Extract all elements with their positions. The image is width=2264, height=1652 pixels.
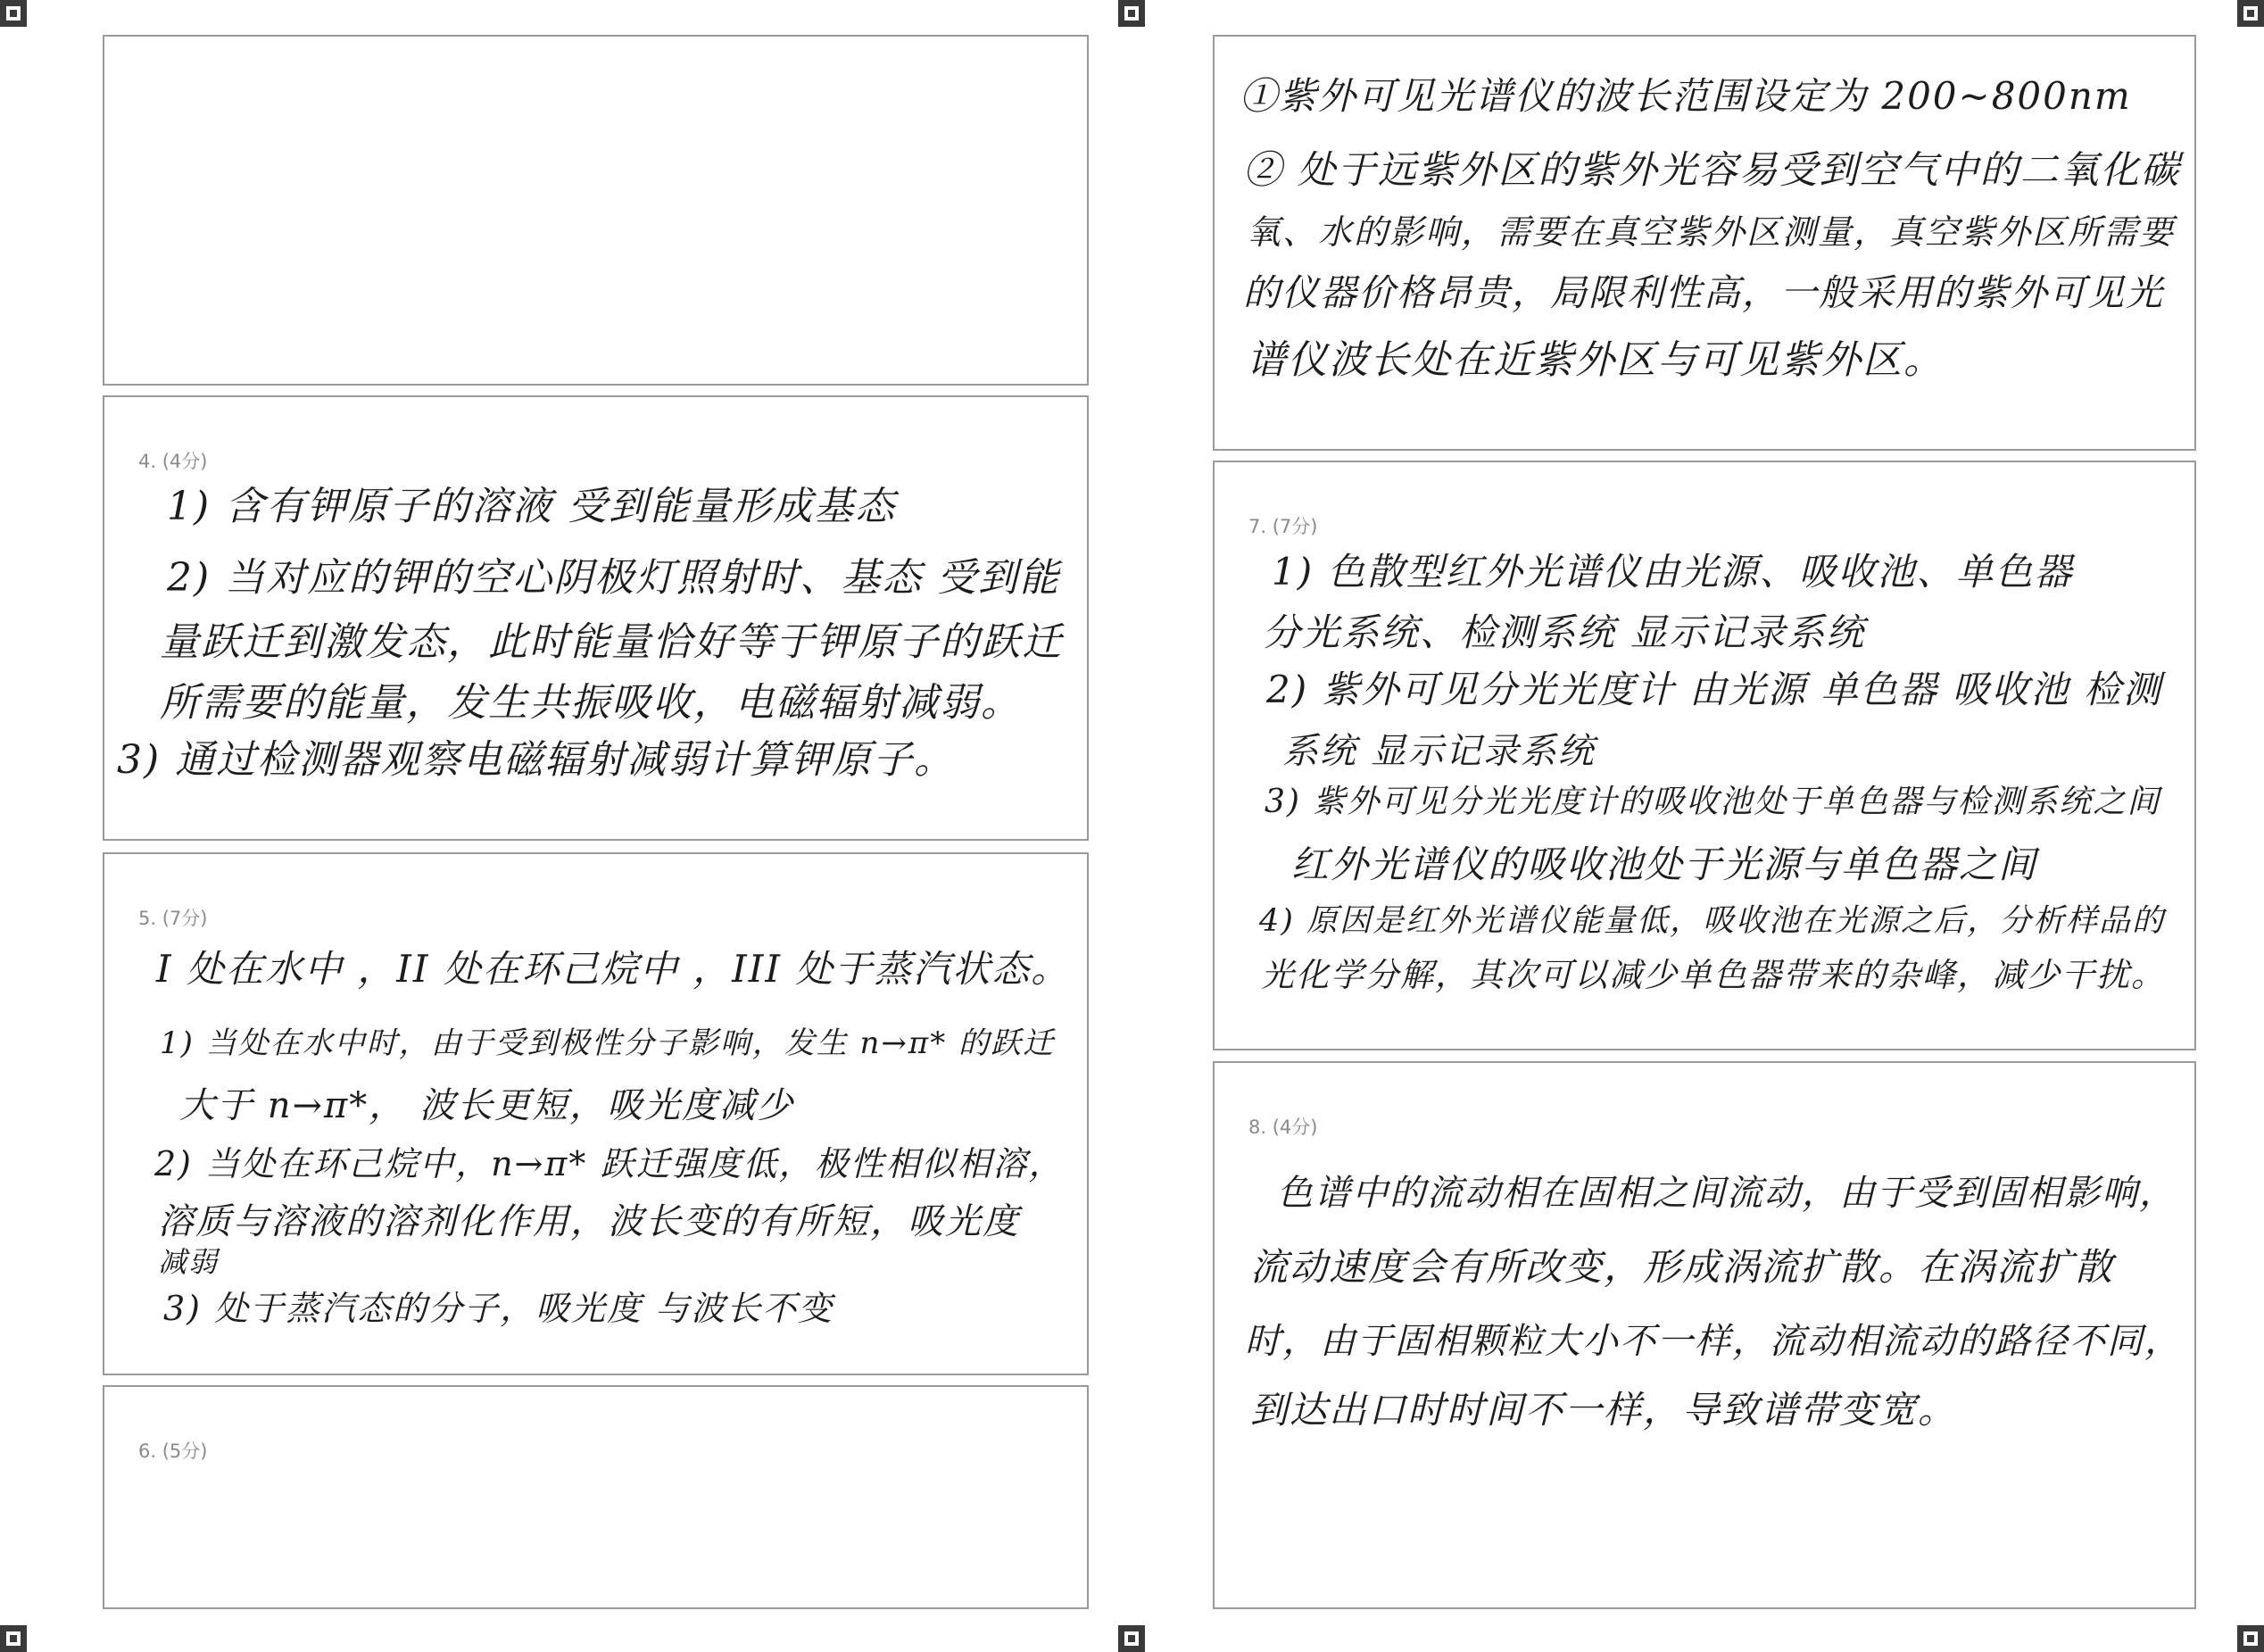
handwritten-line: 大于 n→π*， 波长更短，吸光度减少 bbox=[179, 1085, 794, 1126]
question-label: 7. (7分) bbox=[1248, 516, 1318, 537]
answer-box-q8 bbox=[1213, 1061, 2196, 1609]
registration-marker-bottom-center bbox=[1118, 1625, 1145, 1652]
handwritten-line: 3) 通过检测器观察电磁辐射减弱计算钾原子。 bbox=[117, 737, 956, 783]
answer-box-q7 bbox=[1213, 461, 2196, 1050]
registration-marker-top-center bbox=[1118, 0, 1145, 27]
handwritten-line: 溶质与溶液的溶剂化作用，波长变的有所短，吸光度 bbox=[158, 1201, 1020, 1242]
handwritten-line: 的仪器价格昂贵，局限利性高，一般采用的紫外可见光 bbox=[1243, 271, 2164, 314]
answer-box-q6 bbox=[103, 1385, 1089, 1609]
handwritten-line: 1) 当处在水中时，由于受到极性分子影响，发生 n→π* 的跃迁 bbox=[160, 1025, 1056, 1061]
handwritten-line: 氧、水的影响，需要在真空紫外区测量，真空紫外区所需要 bbox=[1247, 212, 2176, 252]
answer-box-q4 bbox=[103, 395, 1089, 841]
question-label: 6. (5分) bbox=[138, 1440, 208, 1462]
handwritten-line: 光化学分解，其次可以减少单色器带来的杂峰，减少干扰。 bbox=[1261, 956, 2166, 994]
registration-marker-bottom-left bbox=[0, 1625, 27, 1652]
handwritten-line: 量跃迁到激发态，此时能量恰好等于钾原子的跃迁 bbox=[160, 619, 1063, 665]
handwritten-line: 所需要的能量，发生共振吸收，电磁辐射减弱。 bbox=[160, 680, 1022, 726]
handwritten-line: 时，由于固相颗粒大小不一样，流动相流动的路径不同， bbox=[1245, 1321, 2182, 1362]
question-label: 4. (4分) bbox=[138, 451, 208, 472]
handwritten-line: 色谱中的流动相在固相之间流动，由于受到固相影响， bbox=[1277, 1173, 2177, 1214]
handwritten-line: 3) 紫外可见分光光度计的吸收池处于单色器与检测系统之间 bbox=[1265, 784, 2161, 820]
handwritten-line: 分光系统、检测系统 显示记录系统 bbox=[1263, 610, 1866, 654]
answer-box-blank-top bbox=[103, 35, 1089, 386]
handwritten-line: 2) 当处在环己烷中，n→π* 跃迁强度低，极性相似相溶， bbox=[154, 1144, 1065, 1183]
handwritten-line: 谱仪波长处在近紫外区与可见紫外区。 bbox=[1247, 337, 1945, 383]
handwritten-line: 3) 处于蒸汽态的分子，吸光度 与波长不变 bbox=[163, 1289, 834, 1328]
handwritten-line: ①紫外可见光谱仪的波长范围设定为 200~800nm bbox=[1240, 74, 2132, 118]
handwritten-line: 流动速度会有所改变，形成涡流扩散。在涡流扩散 bbox=[1250, 1245, 2115, 1289]
handwritten-line: 系统 显示记录系统 bbox=[1282, 731, 1596, 772]
handwritten-line: 2) 当对应的钾的空心阴极灯照射时、基态 受到能 bbox=[167, 555, 1061, 601]
handwritten-line: 到达出口时时间不一样，导致谱带变宽。 bbox=[1250, 1388, 1958, 1432]
question-label: 8. (4分) bbox=[1248, 1117, 1318, 1138]
handwritten-line: I 处在水中 ，II 处在环己烷中 ，III 处于蒸汽状态。 bbox=[156, 947, 1071, 991]
handwritten-line: 减弱 bbox=[158, 1245, 220, 1279]
registration-marker-bottom-right bbox=[2237, 1625, 2264, 1652]
answer-box-q6-continued bbox=[1213, 35, 2196, 451]
registration-marker-top-left bbox=[0, 0, 27, 27]
handwritten-line: 1) 色散型红外光谱仪由光源、吸收池、单色器 bbox=[1272, 550, 2074, 594]
registration-marker-top-right bbox=[2237, 0, 2264, 27]
handwritten-line: 1) 含有钾原子的溶液 受到能量形成基态 bbox=[167, 484, 897, 529]
handwritten-line: 红外光谱仪的吸收池处于光源与单色器之间 bbox=[1291, 843, 2038, 886]
question-label: 5. (7分) bbox=[138, 908, 208, 929]
handwritten-line: 4) 原因是红外光谱仪能量低，吸收池在光源之后，分析样品的 bbox=[1259, 903, 2166, 939]
handwritten-line: ② 处于远紫外区的紫外光容易受到空气中的二氧化碳 bbox=[1243, 148, 2181, 193]
answer-box-q5 bbox=[103, 852, 1089, 1375]
handwritten-line: 2) 紫外可见分光光度计 由光源 单色器 吸收池 检测 bbox=[1266, 668, 2162, 711]
